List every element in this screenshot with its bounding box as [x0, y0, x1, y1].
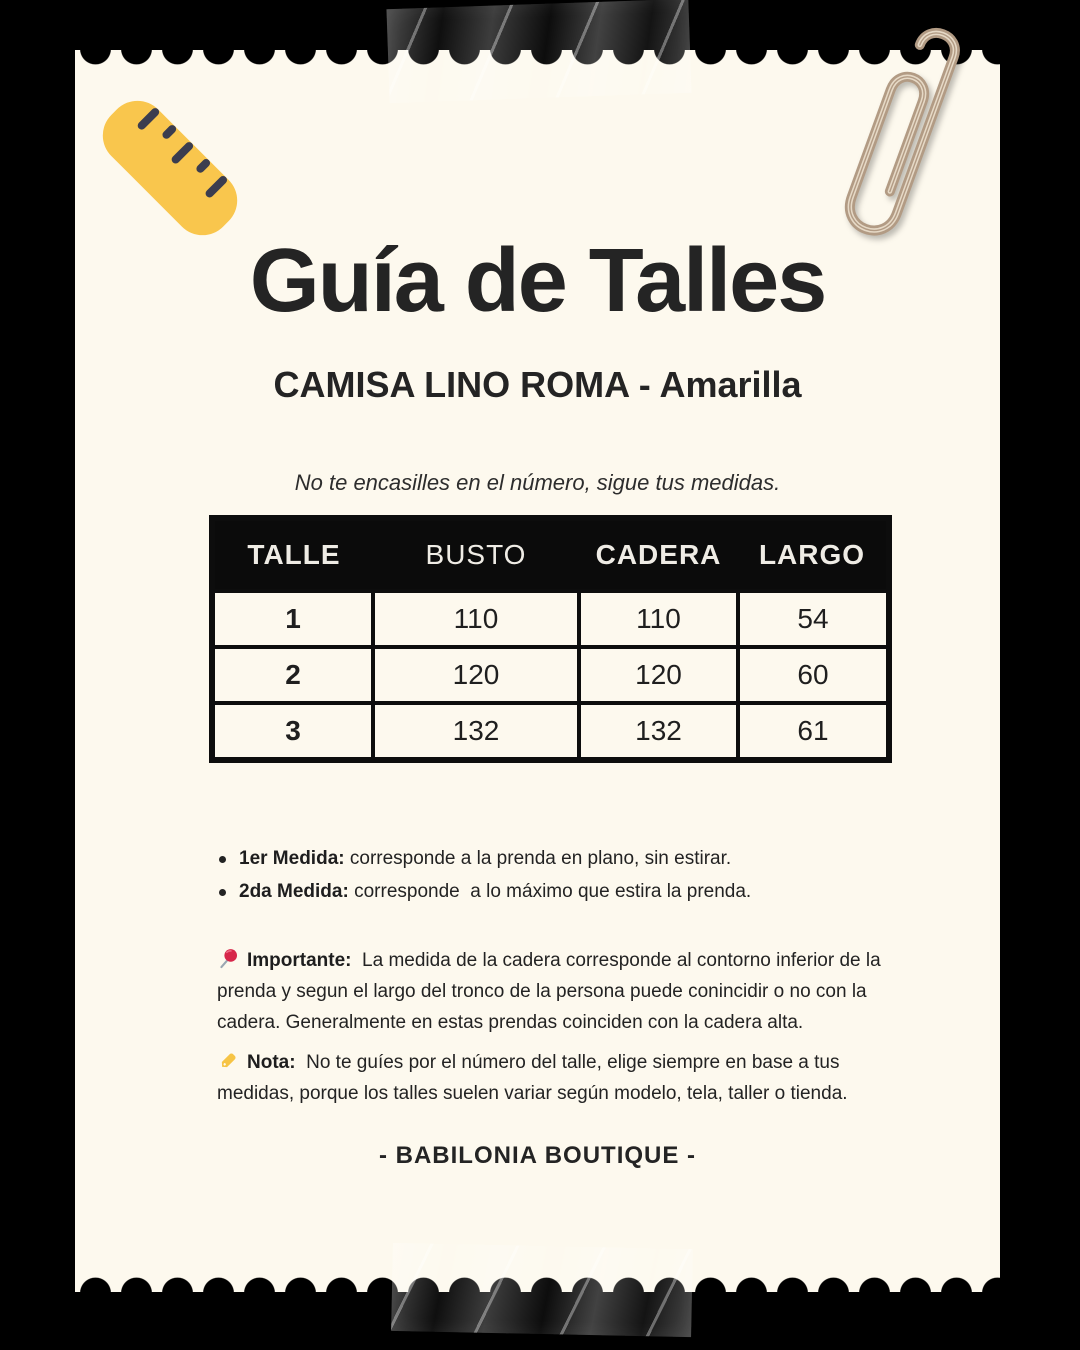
label-icon: [217, 1049, 240, 1072]
bullet-body: corresponde a la prenda en plano, sin estirar.: [344, 848, 732, 869]
table-row: [212, 703, 889, 760]
list-item: [217, 881, 937, 903]
measure-bullets: [217, 848, 937, 914]
cell-busto: 110: [373, 591, 579, 647]
cell-largo: 54: [738, 591, 889, 647]
nota-text: No te guíes por el número del talle, elige siempre en base a tus medidas, porque los talles suelen variar según modelo, tela, taller o tienda.: [217, 1052, 848, 1104]
pushpin-icon: [217, 947, 240, 970]
page-title: Guía de Talles: [249, 231, 826, 331]
bullet-icon: [219, 889, 226, 896]
table-row: [212, 591, 889, 647]
cell-talle: 3: [212, 703, 373, 760]
size-table: [209, 515, 892, 763]
cell-talle: 2: [212, 647, 373, 703]
tape-bottom: [391, 1243, 693, 1337]
cell-cadera: 110: [579, 591, 738, 647]
brand-footer: - BABILONIA BOUTIQUE -: [378, 1142, 697, 1169]
table-header-row: [212, 518, 889, 591]
important-text: La medida de la cadera corresponde al contorno inferior de la prenda y segun el largo del tronco de la persona puede conincidir o no con la cadera. Generalmente en estas prendas coinciden con la cadera alta.: [217, 950, 886, 1033]
cell-largo: 61: [738, 703, 889, 760]
col-header-talle: TALLE: [212, 518, 373, 591]
cell-cadera: 120: [579, 647, 738, 703]
cell-largo: 60: [738, 647, 889, 703]
bullet-text: [239, 881, 751, 903]
table-row: [212, 647, 889, 703]
col-header-busto: BUSTO: [373, 518, 579, 591]
nota-paragraph: [217, 1047, 917, 1109]
bullet-body: corresponde a lo máximo que estira la prenda.: [348, 881, 752, 902]
cell-cadera: 132: [579, 703, 738, 760]
cell-busto: 120: [373, 647, 579, 703]
nota-label: Nota:: [247, 1052, 296, 1073]
cell-busto: 132: [373, 703, 579, 760]
cell-talle: 1: [212, 591, 373, 647]
bullet-label: 1er Medida:: [239, 848, 345, 869]
tape-top: [386, 0, 691, 103]
ruler-icon: [82, 80, 258, 256]
important-paragraph: [217, 945, 917, 1038]
bullet-text: [239, 848, 731, 870]
bullet-label: 2da Medida:: [239, 881, 349, 902]
list-item: [217, 848, 937, 870]
important-label: Importante:: [247, 950, 352, 971]
measure-note: No te encasilles en el número, sigue tus medidas.: [294, 470, 781, 495]
col-header-cadera: CADERA: [579, 518, 738, 591]
paperclip-icon: [828, 10, 1008, 290]
bullet-icon: [219, 856, 226, 863]
product-name: CAMISA LINO ROMA - Amarilla: [273, 364, 802, 405]
col-header-largo: LARGO: [738, 518, 889, 591]
